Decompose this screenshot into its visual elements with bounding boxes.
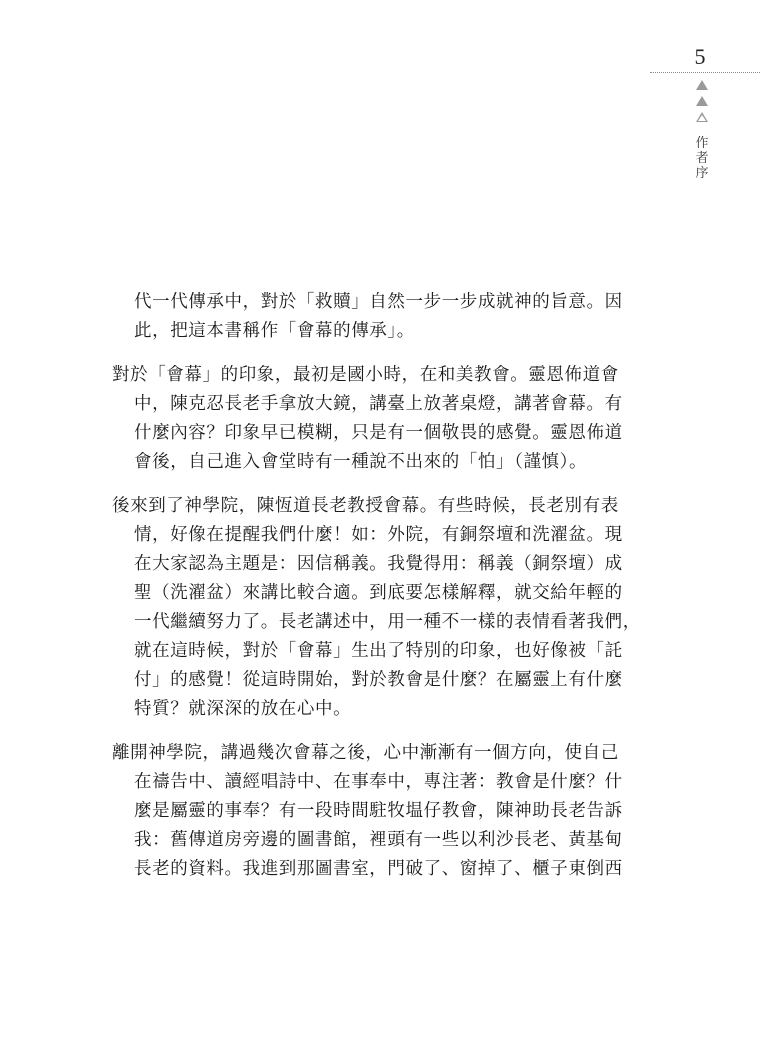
text-line: 我：舊傳道房旁邊的圖書館，裡頭有一些以利沙長老、黃基甸 <box>134 830 623 850</box>
text-line: 代一代傳承中，對於「救贖」自然一步一步成就神的旨意。因 <box>134 292 623 312</box>
text-line: 離開神學院，講過幾次會幕之後，心中漸漸有一個方向，使自己 <box>112 743 619 763</box>
text-line: 長老的資料。我進到那圖書室，門破了、窗掉了、櫃子東倒西 <box>134 859 623 879</box>
section-label-char: 作 <box>695 136 709 151</box>
text-line: 在禱告中、讀經唱詩中、在事奉中，專注著：教會是什麼？什 <box>134 772 623 792</box>
text-line: 對於「會幕」的印象，最初是國小時，在和美教會。靈恩佈道會 <box>112 365 619 385</box>
section-markers <box>693 80 711 128</box>
text-line: 一代繼續努力了。長老講述中，用一種不一樣的表情看著我們， <box>134 612 641 632</box>
text-line: 此，把這本書稱作「會幕的傳承」。 <box>134 321 415 341</box>
body-text <box>112 288 657 899</box>
section-label-char: 者 <box>695 151 709 166</box>
section-label <box>694 136 710 181</box>
text-line: 麼是屬靈的事奉？有一段時間駐牧塭仔教會，陳神助長老告訴 <box>134 801 623 821</box>
paragraph <box>112 739 657 884</box>
text-line: 付」的感覺！從這時開始，對於教會是什麼？在屬靈上有什麼 <box>134 670 623 690</box>
text-line: 在大家認為主題是：因信稱義。我覺得用：稱義（銅祭壇）成 <box>134 554 623 574</box>
filled-triangle-icon <box>696 80 708 90</box>
hollow-triangle-icon <box>696 112 708 122</box>
text-line: 情，好像在提醒我們什麼！如：外院，有銅祭壇和洗濯盆。現 <box>134 525 623 545</box>
text-line: 特質？就深深的放在心中。 <box>134 699 352 719</box>
filled-triangle-icon <box>696 96 708 106</box>
section-label-char: 序 <box>695 166 709 181</box>
paragraph <box>112 361 657 477</box>
text-line: 中，陳克忍長老手拿放大鏡，講臺上放著桌燈，講著會幕。有 <box>134 394 623 414</box>
header-rule <box>650 72 760 73</box>
text-line: 就在這時候，對於「會幕」生出了特別的印象，也好像被「託 <box>134 641 623 661</box>
text-line: 聖（洗濯盆）來講比較合適。到底要怎樣解釋，就交給年輕的 <box>134 583 623 603</box>
text-line: 什麼內容？印象早已模糊，只是有一個敬畏的感覺。靈恩佈道 <box>134 423 623 443</box>
text-line: 後來到了神學院，陳恆道長老教授會幕。有些時候，長老別有表 <box>112 496 619 516</box>
paragraph <box>112 492 657 724</box>
page-number: 5 <box>694 44 706 69</box>
paragraph <box>112 288 657 346</box>
text-line: 會後，自己進入會堂時有一種說不出來的「怕」（謹慎）。 <box>134 452 588 472</box>
